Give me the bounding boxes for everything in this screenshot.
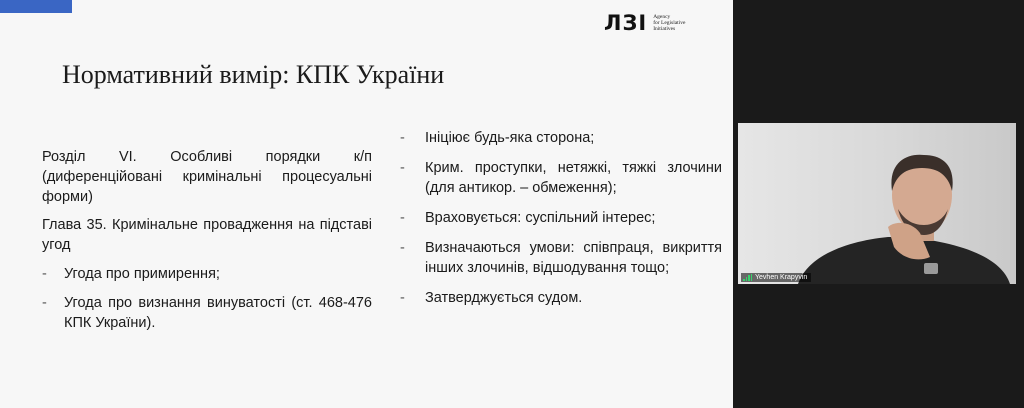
list-item-text: Ініціює будь-яка сторона; [425,130,595,146]
list-item-text: Угода про примирення; [64,266,220,282]
participant-video-feed [738,123,1016,284]
signal-bars-icon [743,274,752,281]
dash-bullet: - [42,266,47,282]
list-item [400,128,722,148]
list-item-text: Визначаються умови: співпраця, викриття інших злочинів, відшодування тощо; [425,240,722,276]
logo-text-line: Agency [653,14,671,20]
slide-title: Нормативний вимір: КПК України [62,60,445,89]
list-item-text: Угода про визнання винуватості (ст. 468-476 КПК України). [64,295,372,331]
participant-name-tag [741,273,811,282]
left-column [42,147,372,333]
list-item-text: Враховується: суспільний інтерес; [425,210,656,226]
dash-bullet: - [400,130,405,146]
logo-text-line: for Legislative [653,20,686,26]
dash-bullet: - [400,210,405,226]
accent-bar [0,0,72,13]
list-item-text: Затверджується судом. [425,290,583,306]
section-paragraph: Розділ VI. Особливі порядки к/п (диференційовані кримінальні процесуальні форми) [42,149,372,205]
list-item [400,158,722,198]
list-item [400,288,722,308]
logo-text-line: Initiatives [653,26,676,32]
dash-bullet: - [42,295,47,311]
list-item [42,264,372,284]
list-item [400,208,722,228]
participant-name: Yevhen Krapyvin [755,274,808,281]
agency-logo [604,12,685,34]
list-item [42,293,372,333]
logo-text [653,14,685,32]
participant-video-tile[interactable] [738,123,1016,284]
dash-bullet: - [400,290,405,306]
list-item-text: Крим. проступки, нетяжкі, тяжкі злочини (для антикор. – обмеження); [425,160,722,196]
list-item [400,238,722,278]
dash-bullet: - [400,160,405,176]
chapter-paragraph: Глава 35. Кримінальне провадження на підставі угод [42,217,372,253]
dash-bullet: - [400,240,405,256]
logo-mark: ЛЗІ [604,11,648,35]
watch-icon [924,263,938,274]
right-column [400,128,722,318]
